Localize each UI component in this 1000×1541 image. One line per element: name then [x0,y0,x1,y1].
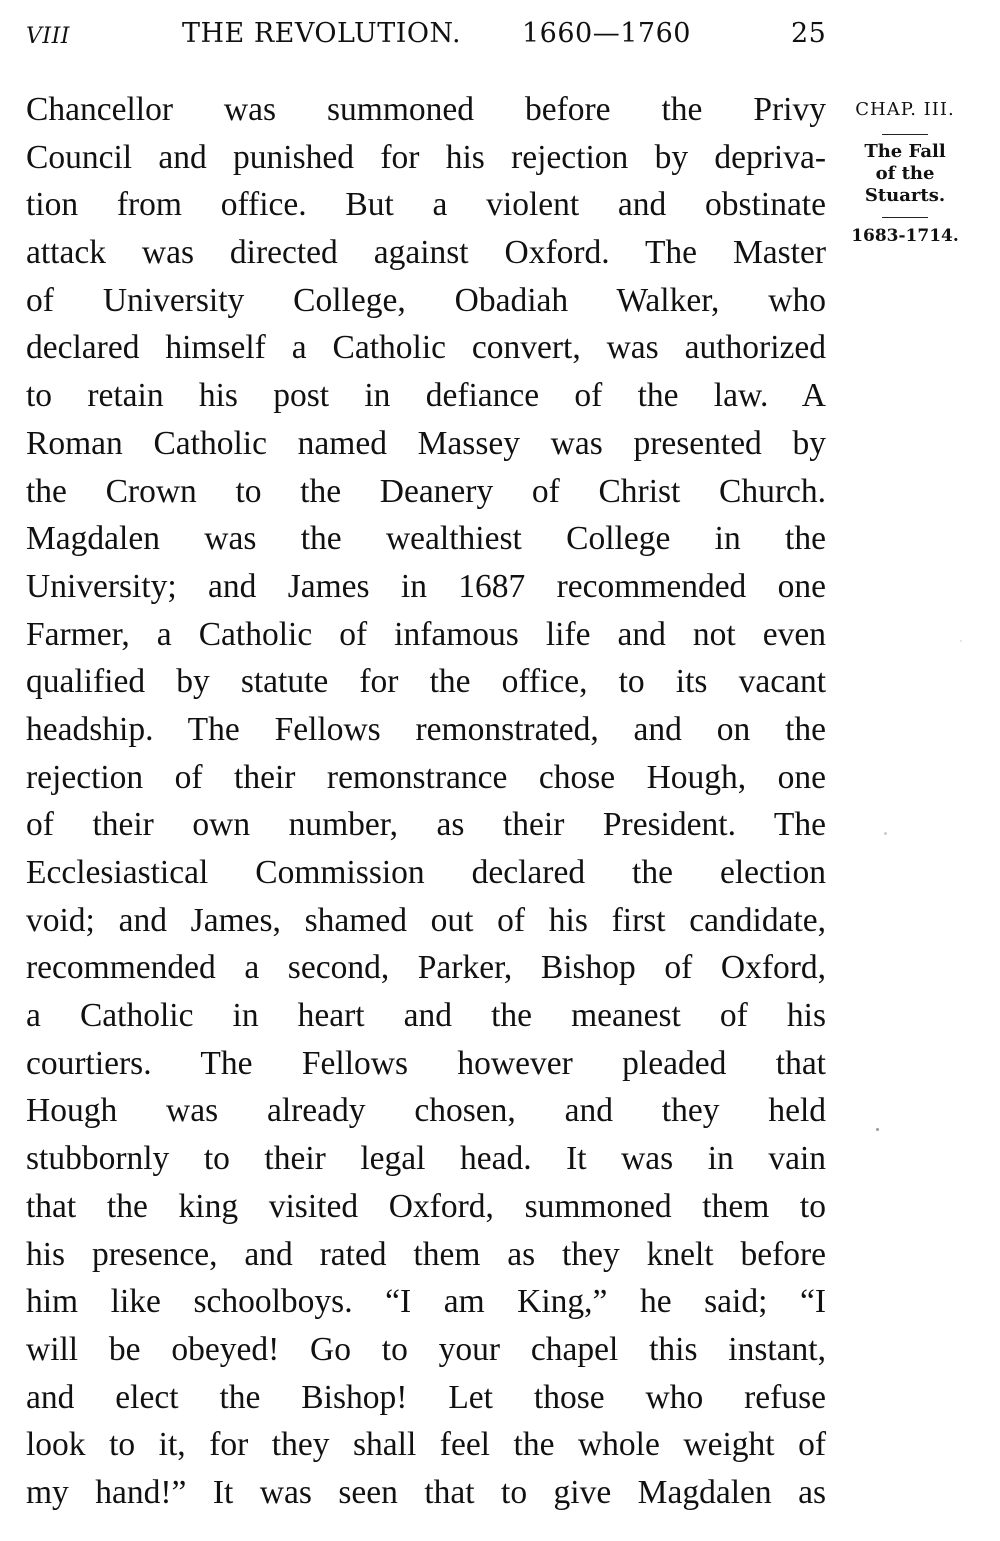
text-line: rejection of their remonstrance chose Hough, one [26,758,826,796]
running-years: 1660—1760 [522,18,691,49]
text-line: Roman Catholic named Massey was presented by [26,424,826,462]
text-line: Hough was already chosen, and they held [26,1092,826,1130]
text-line: my hand!” It was seen that to give Magdalen as [26,1473,826,1511]
text-line: University; and James in 1687 recommended one [26,567,826,605]
marginal-notes [840,96,970,248]
text-line: a Catholic in heart and the meanest of his [26,997,826,1035]
text-line: to retain his post in defiance of the law. A [26,377,826,415]
text-line: courtiers. The Fellows however pleaded that [26,1044,826,1082]
text-line: that the king visited Oxford, summoned them to [26,1187,826,1225]
text-line: Magdalen was the wealthiest College in the [26,520,826,558]
text-line: Chancellor was summoned before the Privy [26,91,826,128]
print-speck [960,640,962,642]
text-line: of their own number, as their President. The [26,806,826,844]
divider [882,134,928,135]
text-line: of University College, Obadiah Walker, who [26,281,826,319]
chapter-subtitle-line: Stuarts. [864,185,946,206]
chapter-subtitle-line: The Fall [864,141,946,162]
text-line: declared himself a Catholic convert, was authorized [26,329,826,367]
text-line: recommended a second, Parker, Bishop of Oxford, [26,949,826,987]
chapter-dates: 1683-1714. [851,226,959,246]
text-line: his presence, and rated them as they knelt before [26,1235,826,1273]
text-line: him like schoolboys. “I am King,” he said; “I [26,1283,826,1321]
text-line: the Crown to the Deanery of Christ Church. [26,472,826,510]
text-line: tion from office. But a violent and obstinate [26,186,826,224]
text-line: and elect the Bishop! Let those who refuse [26,1378,826,1416]
text-line: look to it, for they shall feel the whole weight of [26,1426,826,1464]
print-speck [884,832,887,835]
running-header [26,18,826,58]
text-line: stubbornly to their legal head. It was in vain [26,1140,826,1178]
text-line: Ecclesiastical Commission declared the election [26,854,826,891]
divider [882,217,928,218]
text-line: Farmer, a Catholic of infamous life and not even [26,615,826,653]
page-number: 25 [791,18,827,49]
text-line: attack was directed against Oxford. The Master [26,234,826,272]
body-text [26,86,826,1517]
chapter-label: CHAP. III. [855,99,955,120]
text-line: void; and James, shamed out of his first candidate, [26,901,826,939]
text-line: qualified by statute for the office, to its vacant [26,663,826,701]
print-speck [876,1128,879,1131]
text-line: headship. The Fellows remonstrated, and on the [26,710,826,748]
section-number: VIII [26,24,70,49]
text-line: Council and punished for his rejection by depriva- [26,138,826,176]
text-line: will be obeyed! Go to your chapel this instant, [26,1330,826,1368]
chapter-subtitle-line: of the [875,163,935,184]
running-title: THE REVOLUTION. [182,18,462,49]
